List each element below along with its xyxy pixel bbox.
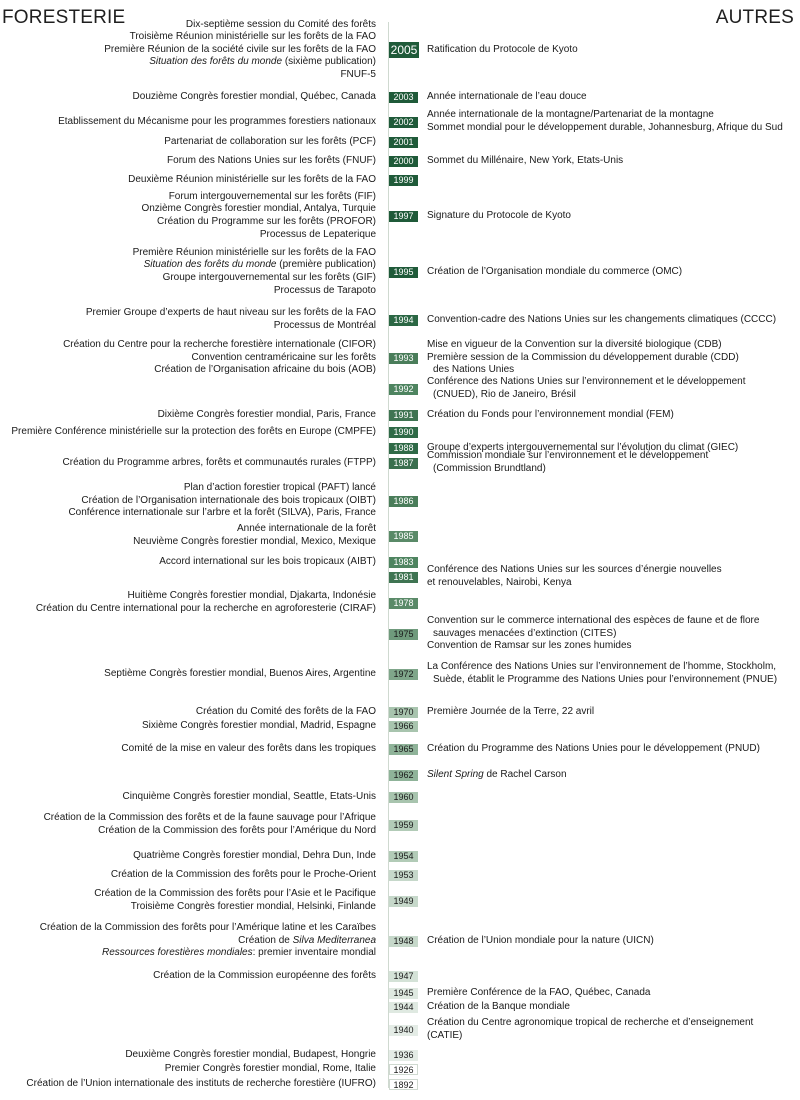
foresterie-text — [0, 791, 376, 804]
autres-text — [427, 743, 799, 756]
autres-line — [427, 615, 799, 628]
entry-text-segment: Création du Centre pour la recherche forestière internationale (CIFOR) — [63, 339, 376, 351]
autres-text — [427, 987, 799, 1000]
foresterie-text — [0, 743, 376, 756]
entry-text-segment: Premier Congrès forestier mondial, Rome, Italie — [164, 1062, 376, 1074]
foresterie-text — [0, 191, 376, 241]
autres-line — [427, 661, 799, 674]
foresterie-text — [0, 136, 376, 149]
entry-text-segment: Création de l’Union internationale des instituts de recherche forestière (IUFRO) — [26, 1077, 376, 1089]
autres-line — [427, 628, 799, 641]
autres-line — [427, 674, 799, 687]
autres-line — [427, 364, 799, 377]
autres-line — [427, 1001, 799, 1014]
autres-line — [427, 389, 799, 402]
foresterie-line — [0, 482, 376, 495]
entry-text-segment: Première Journée de la Terre, 22 avril — [427, 705, 595, 717]
autres-text — [427, 376, 799, 401]
autres-text — [427, 1001, 799, 1014]
entry-text-segment: Conférence des Nations Unies sur les sources d’énergie nouvelles — [427, 564, 722, 576]
year-badge: 1970 — [389, 707, 418, 718]
foresterie-line — [0, 174, 376, 187]
entry-text-segment: Création du Programme arbres, forêts et communautés rurales (FTPP) — [62, 456, 376, 468]
foresterie-line — [0, 1063, 376, 1076]
foresterie-text — [0, 339, 376, 377]
foresterie-line — [0, 320, 376, 333]
year-badge: 1926 — [389, 1064, 418, 1075]
foresterie-line — [0, 603, 376, 616]
foresterie-heading: FORESTERIE — [2, 7, 126, 28]
year-badge: 2002 — [389, 117, 418, 128]
autres-text — [427, 615, 799, 653]
autres-line — [427, 577, 799, 590]
autres-text — [427, 210, 799, 223]
autres-text — [427, 155, 799, 168]
entry-text-segment: Commission mondiale sur l’environnement et le développement — [427, 450, 709, 462]
autres-text — [427, 935, 799, 948]
autres-line — [427, 266, 799, 279]
foresterie-line — [0, 457, 376, 470]
autres-text — [427, 706, 799, 719]
foresterie-line — [0, 44, 376, 57]
entry-text-segment: Convention-cadre des Nations Unies sur les changements climatiques (CCCC) — [427, 313, 777, 325]
autres-line — [427, 109, 799, 122]
autres-line — [427, 743, 799, 756]
year-badge: 1997 — [389, 211, 418, 222]
foresterie-text — [0, 1063, 376, 1076]
foresterie-line — [0, 825, 376, 838]
foresterie-line — [0, 791, 376, 804]
entry-text-segment: sauvages menacées d’extinction (CITES) — [433, 627, 617, 639]
autres-text — [427, 266, 799, 279]
autres-text — [427, 564, 799, 589]
autres-line — [427, 352, 799, 365]
foresterie-text — [0, 155, 376, 168]
entry-text-segment: Création de la Commission des forêts pour l’Asie et le Pacifique — [94, 888, 376, 900]
entry-text-segment: Dix-septième session du Comité des forêts — [185, 18, 376, 30]
year-badge: 1965 — [389, 744, 418, 755]
entry-text-segment: Création du Programme des Nations Unies pour le développement (PNUD) — [427, 742, 760, 754]
autres-line — [427, 155, 799, 168]
entry-text-segment: FNUF-5 — [340, 68, 376, 80]
entry-text-segment: Situation des forêts du monde — [149, 56, 283, 68]
foresterie-line — [0, 706, 376, 719]
foresterie-text — [0, 482, 376, 520]
entry-text-segment: (CATIE) — [427, 1029, 463, 1041]
autres-line — [427, 44, 799, 57]
year-badge: 1985 — [389, 531, 418, 542]
entry-text-segment: Premier Groupe d’experts de haut niveau sur les forêts de la FAO — [85, 307, 376, 319]
entry-text-segment: Sommet du Millénaire, New York, Etats-Unis — [427, 154, 624, 166]
entry-text-segment: Plan d’action forestier tropical (PAFT) lancé — [183, 482, 376, 494]
autres-line — [427, 210, 799, 223]
foresterie-text — [0, 706, 376, 719]
entry-text-segment: Année internationale de l’eau douce — [427, 90, 587, 102]
foresterie-text — [0, 888, 376, 913]
entry-text-segment: Première Réunion ministérielle sur les forêts de la FAO — [132, 246, 376, 258]
autres-line — [427, 314, 799, 327]
entry-text-segment: Situation des forêts du monde — [143, 259, 277, 271]
foresterie-text — [0, 556, 376, 569]
foresterie-text — [0, 19, 376, 82]
autres-line — [427, 376, 799, 389]
autres-line — [427, 935, 799, 948]
entry-text-segment: Première Réunion de la société civile sur les forêts de la FAO — [104, 43, 376, 55]
foresterie-line — [0, 339, 376, 352]
year-badge: 1986 — [389, 496, 418, 507]
foresterie-text — [0, 307, 376, 332]
foresterie-line — [0, 116, 376, 129]
foresterie-text — [0, 922, 376, 960]
year-badge: 1949 — [389, 896, 418, 907]
foresterie-text — [0, 409, 376, 422]
foresterie-text — [0, 1049, 376, 1062]
autres-line — [427, 1017, 799, 1030]
entry-text-segment: Création de la Commission des forêts pour le Proche-Orient — [110, 868, 376, 880]
entry-text-segment: Première Conférence de la FAO, Québec, Canada — [427, 986, 651, 998]
entry-text-segment: Création de l’Union mondiale pour la nature (UICN) — [427, 934, 654, 946]
year-badge: 1948 — [389, 936, 418, 947]
entry-text-segment: Forum des Nations Unies sur les forêts (FNUF) — [167, 154, 376, 166]
entry-text-segment: Silent Spring — [427, 768, 484, 780]
foresterie-line — [0, 668, 376, 681]
entry-text-segment: (première publication) — [276, 259, 376, 271]
foresterie-line — [0, 259, 376, 272]
foresterie-line — [0, 935, 376, 948]
entry-text-segment: Conférence internationale sur l’arbre et la forêt (SILVA), Paris, France — [68, 507, 376, 519]
entry-text-segment: (CNUED), Rio de Janeiro, Brésil — [433, 388, 576, 400]
entry-text-segment: Création du Centre international pour la recherche en agroforesterie (CIRAF) — [35, 602, 376, 614]
entry-text-segment: Cinquième Congrès forestier mondial, Seattle, Etats-Unis — [122, 790, 376, 802]
year-badge: 1994 — [389, 315, 418, 326]
year-badge: 1959 — [389, 820, 418, 831]
entry-text-segment: Création du Centre agronomique tropical de recherche et d’enseignement — [427, 1017, 754, 1029]
entry-text-segment: Groupe intergouvernemental sur les forêts (GIF) — [162, 271, 376, 283]
autres-text — [427, 91, 799, 104]
entry-text-segment: Mise en vigueur de la Convention sur la diversité biologique (CDB) — [427, 339, 722, 351]
autres-text — [427, 769, 799, 782]
foresterie-line — [0, 869, 376, 882]
foresterie-text — [0, 668, 376, 681]
year-badge: 1940 — [389, 1025, 418, 1036]
entry-text-segment: Année internationale de la montagne/Partenariat de la montagne — [427, 109, 714, 121]
foresterie-text — [0, 869, 376, 882]
year-badge: 1999 — [389, 175, 418, 186]
autres-line — [427, 91, 799, 104]
year-badge: 1992 — [389, 384, 418, 395]
foresterie-line — [0, 850, 376, 863]
foresterie-text — [0, 523, 376, 548]
entry-text-segment: Conférence des Nations Unies sur l’environnement et le développement — [427, 376, 746, 388]
year-badge: 1987 — [389, 458, 418, 469]
foresterie-line — [0, 888, 376, 901]
entry-text-segment: Ressources forestières mondiales — [101, 947, 253, 959]
entry-text-segment: Année internationale de la forêt — [237, 523, 376, 535]
foresterie-text — [0, 247, 376, 297]
entry-text-segment: Deuxième Réunion ministérielle sur les forêts de la FAO — [128, 173, 376, 185]
foresterie-text — [0, 174, 376, 187]
entry-text-segment: Comité de la mise en valeur des forêts dans les tropiques — [121, 742, 376, 754]
foresterie-line — [0, 19, 376, 32]
foresterie-line — [0, 136, 376, 149]
entry-text-segment: Création de — [238, 934, 293, 946]
foresterie-text — [0, 590, 376, 615]
year-badge: 1962 — [389, 770, 418, 781]
foresterie-line — [0, 720, 376, 733]
entry-text-segment: Quatrième Congrès forestier mondial, Dehra Dun, Inde — [133, 849, 376, 861]
year-badge: 1953 — [389, 870, 418, 881]
entry-text-segment: Onzième Congrès forestier mondial, Antalya, Turquie — [141, 203, 376, 215]
entry-text-segment: (Commission Brundtland) — [433, 462, 546, 474]
year-badge: 1975 — [389, 629, 418, 640]
autres-text — [427, 661, 799, 686]
entry-text-segment: Convention sur le commerce international des espèces de faune et de flore — [427, 615, 760, 627]
entry-text-segment: Création de la Commission des forêts pour l’Amérique latine et les Caraïbes — [39, 922, 376, 934]
entry-text-segment: Création de l’Organisation internationale des bois tropicaux (OIBT) — [81, 494, 376, 506]
autres-line — [427, 564, 799, 577]
entry-text-segment: Création du Programme sur les forêts (PROFOR) — [157, 215, 376, 227]
year-badge: 1892 — [389, 1079, 418, 1090]
entry-text-segment: Septième Congrès forestier mondial, Buenos Aires, Argentine — [104, 667, 376, 679]
year-badge: 1988 — [389, 443, 418, 454]
entry-text-segment: de Rachel Carson — [483, 768, 567, 780]
foresterie-line — [0, 247, 376, 260]
entry-text-segment: Convention centraméricaine sur les forêts — [191, 351, 376, 363]
entry-text-segment: Création du Comité des forêts de la FAO — [195, 705, 376, 717]
foresterie-line — [0, 56, 376, 69]
foresterie-line — [0, 69, 376, 82]
autres-line — [427, 463, 799, 476]
entry-text-segment: Création de la Commission des forêts et de la faune sauvage pour l’Afrique — [43, 812, 376, 824]
year-badge: 1944 — [389, 1002, 418, 1013]
foresterie-line — [0, 352, 376, 365]
autres-text — [427, 450, 799, 475]
foresterie-line — [0, 970, 376, 983]
foresterie-line — [0, 409, 376, 422]
foresterie-line — [0, 203, 376, 216]
entry-text-segment: Troisième Congrès forestier mondial, Helsinki, Finlande — [130, 900, 376, 912]
entry-text-segment: Création de la Commission des forêts pour l’Amérique du Nord — [98, 824, 376, 836]
entry-text-segment: Création de la Banque mondiale — [427, 1000, 570, 1012]
year-badge: 1990 — [389, 427, 418, 438]
entry-text-segment: Dixième Congrès forestier mondial, Paris, France — [157, 408, 376, 420]
entry-text-segment: Signature du Protocole de Kyoto — [427, 209, 571, 221]
entry-text-segment: Création de l’Organisation africaine du bois (AOB) — [154, 364, 376, 376]
autres-line — [427, 450, 799, 463]
entry-text-segment: Deuxième Congrès forestier mondial, Budapest, Hongrie — [125, 1048, 376, 1060]
foresterie-line — [0, 743, 376, 756]
foresterie-line — [0, 556, 376, 569]
foresterie-line — [0, 922, 376, 935]
entry-text-segment: Création du Fonds pour l’environnement mondial (FEM) — [427, 408, 674, 420]
autres-text — [427, 44, 799, 57]
year-badge: 2001 — [389, 137, 418, 148]
entry-text-segment: Huitième Congrès forestier mondial, Djakarta, Indonésie — [127, 590, 376, 602]
foresterie-line — [0, 364, 376, 377]
foresterie-line — [0, 590, 376, 603]
entry-text-segment: Accord international sur les bois tropicaux (AIBT) — [159, 555, 376, 567]
autres-line — [427, 409, 799, 422]
year-badge: 1978 — [389, 598, 418, 609]
entry-text-segment: Groupe d’experts intergouvernemental sur l’évolution du climat (GIEC) — [427, 441, 739, 453]
autres-line — [427, 1030, 799, 1043]
foresterie-line — [0, 155, 376, 168]
foresterie-line — [0, 31, 376, 44]
autres-heading: AUTRES — [715, 7, 794, 28]
entry-text-segment: La Conférence des Nations Unies sur l’environnement de l’homme, Stockholm, — [427, 661, 777, 673]
foresterie-line — [0, 536, 376, 549]
autres-line — [427, 769, 799, 782]
foresterie-text — [0, 850, 376, 863]
year-badge: 1993 — [389, 353, 418, 364]
entry-text-segment: : premier inventaire mondial — [252, 947, 376, 959]
foresterie-text — [0, 720, 376, 733]
foresterie-line — [0, 1078, 376, 1091]
entry-text-segment: Première session de la Commission du développement durable (CDD) — [427, 351, 739, 363]
year-badge: 1945 — [389, 988, 418, 999]
foresterie-line — [0, 507, 376, 520]
entry-text-segment: Ratification du Protocole de Kyoto — [427, 43, 578, 55]
entry-text-segment: et renouvelables, Nairobi, Kenya — [427, 576, 572, 588]
entry-text-segment: (sixième publication) — [282, 56, 376, 68]
autres-line — [427, 339, 799, 352]
year-badge: 2005 — [390, 43, 418, 57]
entry-text-segment: des Nations Unies — [433, 364, 515, 376]
entry-text-segment: Convention de Ramsar sur les zones humides — [427, 640, 632, 652]
foresterie-line — [0, 91, 376, 104]
foresterie-text — [0, 970, 376, 983]
foresterie-line — [0, 947, 376, 960]
year-badge: 1972 — [389, 669, 418, 680]
foresterie-line — [0, 191, 376, 204]
entry-text-segment: Première Conférence ministérielle sur la protection des forêts en Europe (CMPFE) — [11, 425, 376, 437]
autres-line — [427, 987, 799, 1000]
entry-text-segment: Douzième Congrès forestier mondial, Québec, Canada — [132, 90, 376, 102]
year-badge: 1981 — [389, 572, 418, 583]
entry-text-segment: Processus de Tarapoto — [273, 284, 376, 296]
foresterie-line — [0, 523, 376, 536]
entry-text-segment: Silva Mediterranea — [292, 934, 376, 946]
entry-text-segment: Création de l’Organisation mondiale du commerce (OMC) — [427, 265, 683, 277]
foresterie-line — [0, 495, 376, 508]
entry-text-segment: Processus de Montréal — [273, 319, 376, 331]
foresterie-line — [0, 285, 376, 298]
autres-text — [427, 409, 799, 422]
year-badge: 1954 — [389, 851, 418, 862]
foresterie-line — [0, 1049, 376, 1062]
year-badge: 2003 — [389, 92, 418, 103]
year-badge: 2000 — [389, 156, 418, 167]
entry-text-segment: Partenariat de collaboration sur les forêts (PCF) — [164, 135, 376, 147]
autres-text — [427, 314, 799, 327]
entry-text-segment: Suède, établit le Programme des Nations Unies pour l’environnement (PNUE) — [433, 673, 778, 685]
autres-line — [427, 706, 799, 719]
year-badge: 1995 — [389, 267, 418, 278]
foresterie-line — [0, 901, 376, 914]
entry-text-segment: Neuvième Congrès forestier mondial, Mexico, Mexique — [133, 535, 376, 547]
entry-text-segment: Etablissement du Mécanisme pour les programmes forestiers nationaux — [58, 115, 376, 127]
autres-text — [427, 339, 799, 377]
entry-text-segment: Sommet mondial pour le développement durable, Johannesburg, Afrique du Sud — [427, 121, 783, 133]
year-badge: 1960 — [389, 792, 418, 803]
foresterie-line — [0, 272, 376, 285]
autres-line — [427, 122, 799, 135]
foresterie-text — [0, 116, 376, 129]
entry-text-segment: Troisième Réunion ministérielle sur les forêts de la FAO — [129, 31, 376, 43]
entry-text-segment: Création de la Commission européenne des forêts — [153, 969, 376, 981]
year-badge: 1991 — [389, 410, 418, 421]
foresterie-text — [0, 457, 376, 470]
entry-text-segment: Forum intergouvernemental sur les forêts (FIF) — [168, 190, 376, 202]
year-badge: 1966 — [389, 721, 418, 732]
autres-line — [427, 640, 799, 653]
year-badge: 1983 — [389, 557, 418, 568]
foresterie-text — [0, 1078, 376, 1091]
foresterie-line — [0, 426, 376, 439]
foresterie-text — [0, 91, 376, 104]
year-badge: 1936 — [389, 1050, 418, 1061]
foresterie-line — [0, 307, 376, 320]
foresterie-text — [0, 812, 376, 837]
foresterie-line — [0, 812, 376, 825]
autres-text — [427, 1017, 799, 1042]
entry-text-segment: Sixième Congrès forestier mondial, Madrid, Espagne — [142, 719, 376, 731]
foresterie-text — [0, 426, 376, 439]
year-badge: 1947 — [389, 971, 418, 982]
foresterie-line — [0, 216, 376, 229]
foresterie-line — [0, 229, 376, 242]
autres-text — [427, 109, 799, 134]
entry-text-segment: Processus de Lepaterique — [259, 228, 376, 240]
